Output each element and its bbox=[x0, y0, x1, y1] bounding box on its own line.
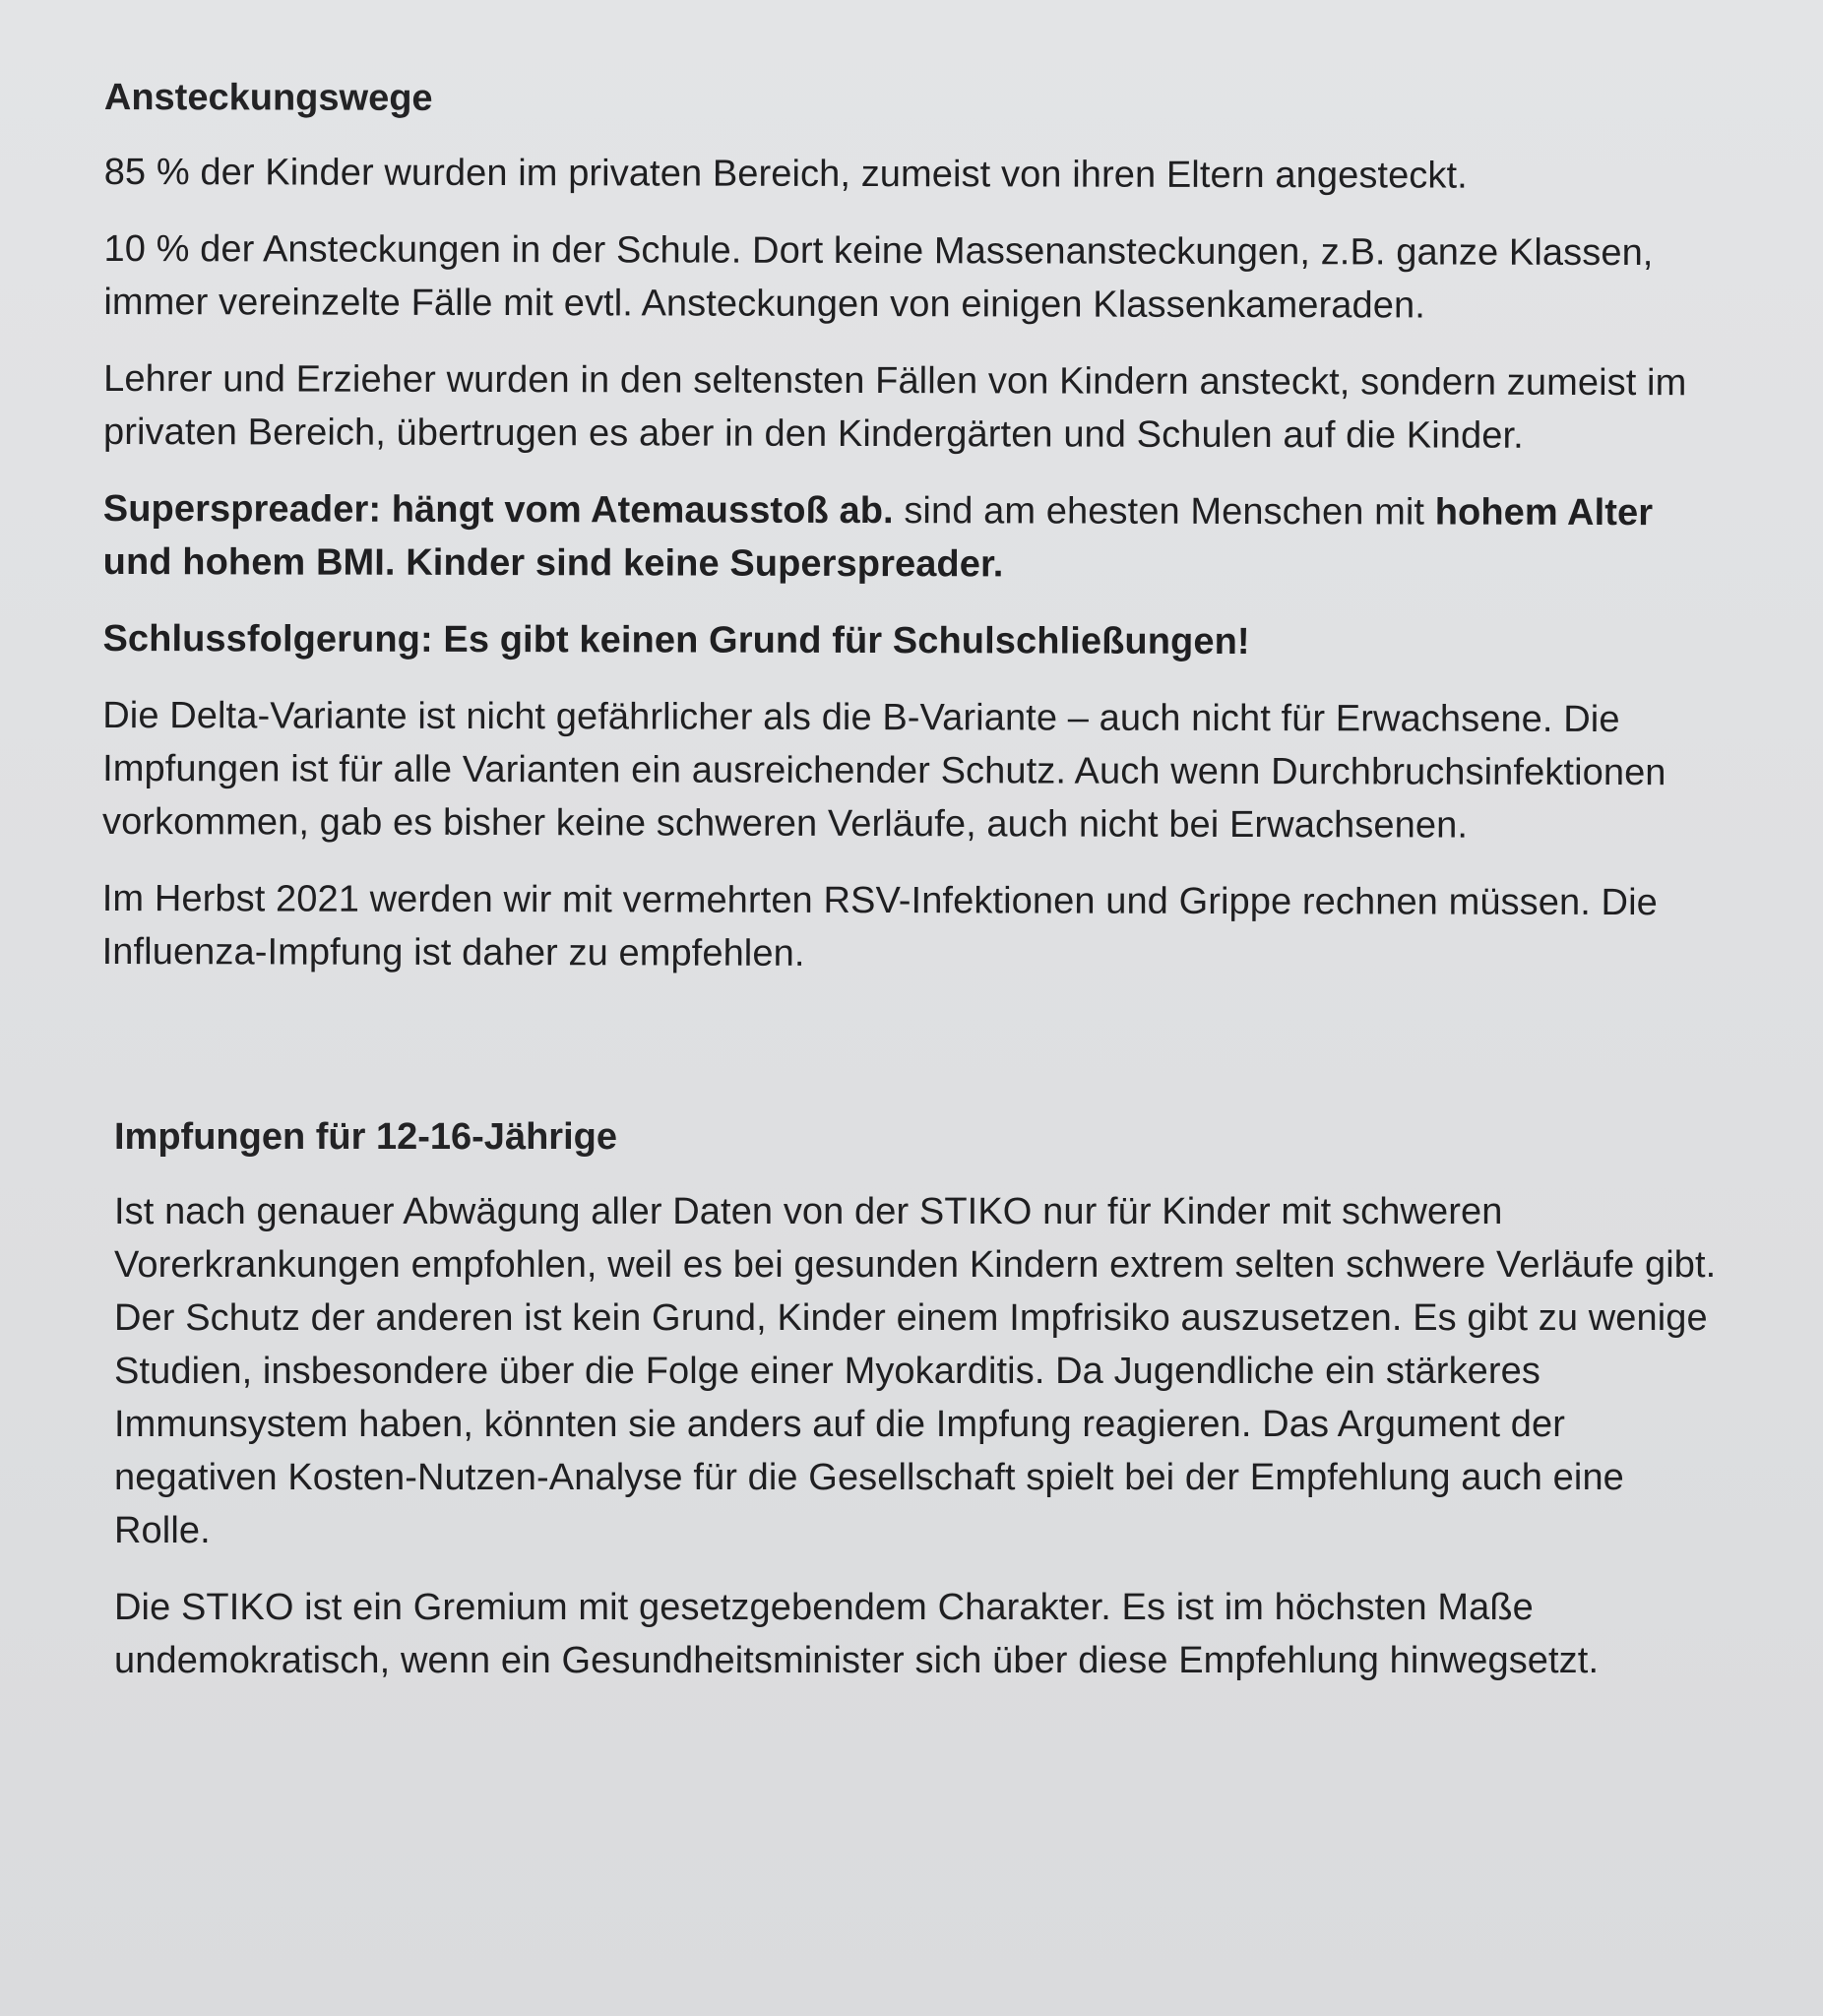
paragraph-herbst-2021: Im Herbst 2021 werden wir mit vermehrten RSV-Infektionen und Grippe rechnen müssen. Die Influenza-Impfung ist daher zu empfehlen. bbox=[101, 877, 1658, 975]
paragraph-superspreader bbox=[103, 482, 1724, 593]
paragraph-delta-variante: Die Delta-Variante ist nicht gefährlicher als die B-Variante – auch nicht für Erwachsene. Die Impfungen ist für alle Varianten ein ausreichender Schutz. Auch wenn Durchbruchsinfektionen vorkommen, gab es bisher keine schweren Verläufe, auch nicht bei Erwachsenen. bbox=[101, 694, 1666, 847]
section-ansteckungswege bbox=[102, 71, 1725, 982]
paragraph-kinder-privat: 85 % der Kinder wurden im privaten Bereich, zumeist von ihren Eltern angesteckt. bbox=[103, 151, 1468, 197]
paragraph-stiko-gremium: Die STIKO ist ein Gremium mit gesetzgebendem Charakter. Es ist im höchsten Maße undemokratisch, wenn ein Gesundheitsminister sich über diese Empfehlung hinwegsetzt. bbox=[114, 1587, 1600, 1681]
section-title: Ansteckungswege bbox=[103, 76, 433, 119]
section-title: Impfungen für 12-16-Jährige bbox=[114, 1116, 617, 1158]
paragraph-schule: 10 % der Ansteckungen in der Schule. Dort keine Massenansteckungen, z.B. ganze Klassen, immer vereinzelte Fälle mit evtl. Ansteckungen von einigen Klassenkameraden. bbox=[103, 227, 1654, 327]
section-spacer bbox=[104, 1002, 1725, 1110]
superspreader-bold-lead: Superspreader: hängt vom Atemausstoß ab. bbox=[102, 487, 894, 533]
paragraph-stiko-empfehlung: Ist nach genauer Abwägung aller Daten von der STIKO nur für Kinder mit schweren Vorerkrankungen empfohlen, weil es bei gesunden Kindern extrem selten schwere Verläufe gibt. Der Schutz der anderen ist kein Grund, Kinder einem Impfrisiko auszusetzen. Es gibt zu wenige Studien, insbesondere über die Folge einer Myokarditis. Da Jugendliche ein stärkeres Immunsystem haben, könnten sie anders auf die Impfung reagieren. Das Argument der negativen Kosten-Nutzen-Analyse für die Gesellschaft spielt bei der Empfehlung auch eine Rolle. bbox=[114, 1191, 1717, 1551]
superspreader-regular: sind am ehesten Menschen mit bbox=[893, 490, 1435, 534]
paragraph-lehrer: Lehrer und Erzieher wurden in den seltensten Fällen von Kindern ansteckt, sondern zumeist im privaten Bereich, übertrugen es aber in den Kindergärten und Schulen auf die Kinder. bbox=[102, 357, 1687, 457]
superspreader-bold-tail: hohem Alter und hohem BMI. Kinder sind keine Superspreader. bbox=[102, 491, 1654, 586]
section-impfungen bbox=[114, 1110, 1725, 1687]
paragraph-schlussfolgerung: Schlussfolgerung: Es gibt keinen Grund für Schulschließungen! bbox=[102, 617, 1250, 663]
